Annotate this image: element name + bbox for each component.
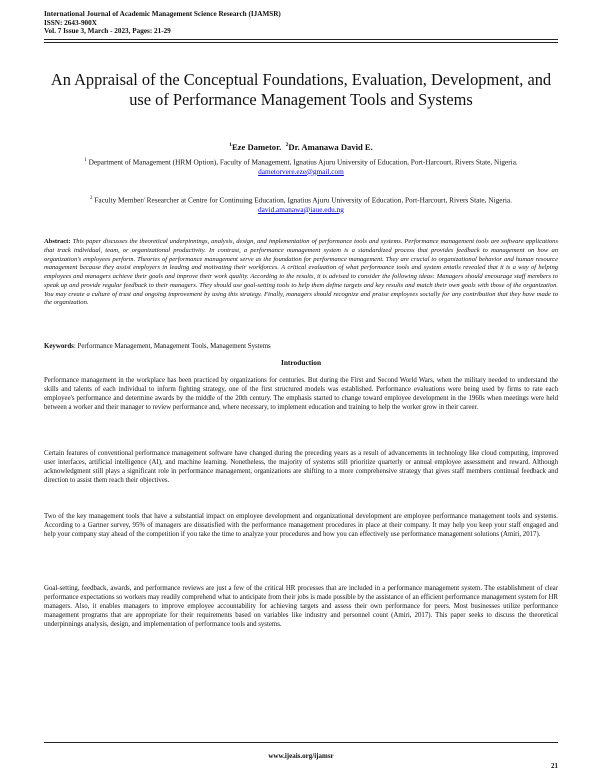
footer-url[interactable]: www.ijeais.org/ijamsr <box>268 752 334 760</box>
affiliation-2-sup: 2 <box>90 196 93 201</box>
keywords-label: Keywords <box>44 343 74 350</box>
abstract-label: Abstract: <box>44 238 71 245</box>
abstract-text: This paper discusses the theoretical underpinnings, analysis, design, and implementation of performance tools and systems. Performance management tools are software applications that track individual, team, or organizational productivity. In contrast, a performance management system is a standardized process that provides feedback to management on how an organization's employees perform. Theories of performance management serve as the foundation for performance management. They are crucial to organizational behavior and human resource management because they assist employers in leading and motivating their workforces. A critical evaluation of what performance tools and system entails revealed that it is a way of helping employees and managers achieve their goals and improve their work quality. According to the results, it is advised to consider the following ideas: Managers should encourage staff members to speak up and provide regular feedback to their managers. They should use goal-setting tools to help them define targets and key results and match their own goals with those of the organization. You may create a culture of trust and ongoing improvement by using this strategy. Finally, managers should recognize and praise employees socially for any contribution that they have made to the organization. <box>44 238 558 307</box>
journal-issn: ISSN: 2643-900X <box>44 18 97 27</box>
page-number: 21 <box>551 762 558 770</box>
intro-paragraph-2: Certain features of conventional performance management software have changed during the preceding years as a result of advancements in technology like cloud computing, improved user interfaces, artificial intelligence (AI), and machine learning. Nonetheless, the majority of systems still prioritize quarterly or annual employee assessment and reward. Although acknowledgment still plays a significant role in performance management, organizations are shifting to a more comprehensive strategy that gives staff members continual feedback and direction to assist them reach their objectives. <box>44 450 558 484</box>
abstract <box>44 238 558 308</box>
affiliation-1-sup: 1 <box>84 158 87 163</box>
authors-line <box>44 142 558 152</box>
author-1-name: Eze Dametor. <box>231 142 282 152</box>
affiliation-2-email[interactable]: david.amanawa@iaue.edu.ng <box>258 204 344 214</box>
journal-header <box>44 10 281 36</box>
footer-rule <box>44 742 558 743</box>
affiliation-2 <box>50 194 552 214</box>
author-1-sup: 1 <box>229 142 232 149</box>
intro-paragraph-1: Performance management in the workplace has been practiced by organizations for centuries. But during the First and Second World Wars, when the military needed to understand the skills and talents of each individual to inform fighting strategy, one of the first structured models was established. Performance evaluations were being used by firms to rate each employee's performance and determine awards by the middle of the 20th century. The emphasis started to change toward employee development in the 1960s when meetings were held between a worker and their manager to review performance and, where necessary, to implement education and training to help the worker grow in their career. <box>44 377 558 411</box>
author-2-sup: 2 <box>285 142 289 149</box>
section-heading-introduction: Introduction <box>280 358 322 367</box>
author-2-name: Dr. Amanawa David E. <box>288 142 373 152</box>
journal-volume: Vol. 7 Issue 3, March - 2023, Pages: 21-29 <box>44 27 171 36</box>
header-rule-top <box>44 39 558 40</box>
affiliation-2-text: Faculty Member/ Researcher at Centre for Continuing Education, Ignatius Ajuru University of Education, Port-Harcourt, Rivers State, Nigeria. <box>94 195 512 205</box>
keywords <box>44 342 558 351</box>
affiliation-1-email[interactable]: dametorvere.eze@gmail.com <box>258 166 344 176</box>
header-rule-bottom <box>44 42 558 43</box>
journal-name: International Journal of Academic Management Science Research (IJAMSR) <box>44 10 281 18</box>
paper-title: An Appraisal of the Conceptual Foundations, Evaluation, Development, and use of Performance Management Tools and Systems <box>50 70 552 109</box>
intro-paragraph-4: Goal-setting, feedback, awards, and performance reviews are just a few of the critical HR processes that are included in a performance management system. The establishment of clear performance expectations so workers may readily comprehend what to anticipate from their jobs is made possible by the assistance of an efficient performance management system for HR managers. Also, it enables managers to improve employee accountability for achieving targets and assess their own performance for peers. Most businesses utilize performance management programs that are appropriate for their requirements based on variables like industry and personnel count (Amiri, 2017). This paper seeks to discuss the theoretical underpinnings analysis, design, and implementation of performance tools and systems. <box>44 585 558 628</box>
keywords-text: : Performance Management, Management Tools, Management Systems <box>73 343 271 350</box>
intro-paragraph-3: Two of the key management tools that have a substantial impact on employee development and organizational development are employee performance management tools and systems. According to a Gartner survey, 95% of managers are dissatisfied with the performance management procedures in place at their company. It may help you keep your staff engaged and help your company stay ahead of the competition if you take the time to analyze your procedures and how you can effectively use performance management solutions (Amiri, 2017). <box>44 513 558 538</box>
affiliation-1-text: Department of Management (HRM Option), Faculty of Management, Ignatius Ajuru University of Education, Port-Harcourt, Rivers State, Nigeria. <box>88 157 518 167</box>
affiliation-1 <box>50 156 552 176</box>
